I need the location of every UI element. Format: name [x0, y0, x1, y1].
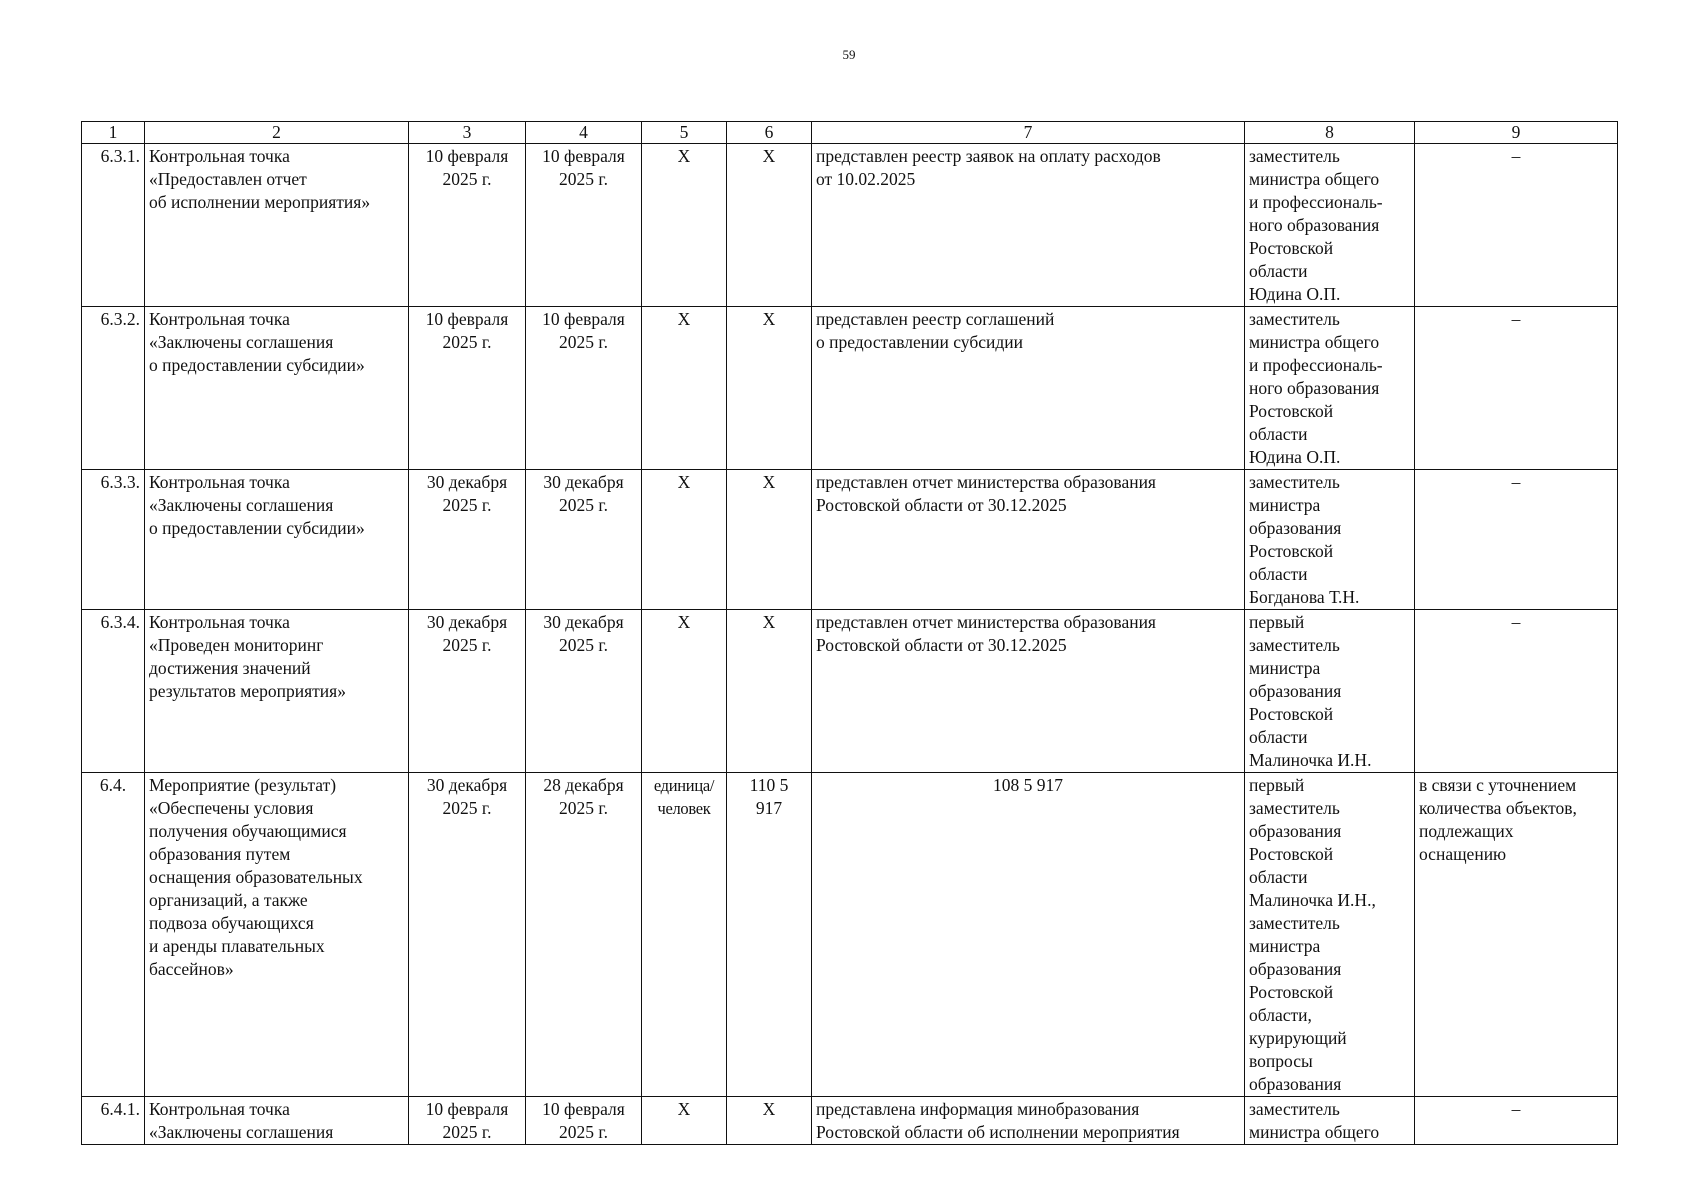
result-cell: представлен отчет министерства образования Ростовской области от 30.12.2025 [812, 470, 1245, 610]
row-number: 6.3.3. [82, 470, 145, 610]
responsible-cell: первый заместитель министра образования Ростовской области Малиночка И.Н. [1245, 610, 1415, 773]
header-cell: 1 [82, 122, 145, 144]
header-cell: 3 [409, 122, 526, 144]
note-cell: – [1415, 470, 1618, 610]
unit-cell: Х [642, 144, 727, 307]
row-name: Мероприятие (результат) «Обеспечены условия получения обучающимися образования путем оснащения образовательных организаций, а также подвоза обучающихся и аренды плавательных бассейнов» [145, 773, 409, 1097]
unit-cell: Х [642, 1097, 727, 1145]
row-number: 6.3.4. [82, 610, 145, 773]
value-cell: Х [727, 1097, 812, 1145]
responsible-cell: заместитель министра общего и профессиональ- ного образования Ростовской области Юдина О.П. [1245, 307, 1415, 470]
table-row [82, 773, 1618, 1097]
responsible-cell: первый заместитель образования Ростовской области Малиночка И.Н., заместитель министра образования Ростовской области, курирующий вопросы образования [1245, 773, 1415, 1097]
header-cell: 8 [1245, 122, 1415, 144]
row-name: Контрольная точка «Проведен мониторинг достижения значений результатов мероприятия» [145, 610, 409, 773]
note-cell: в связи с уточнением количества объектов, подлежащих оснащению [1415, 773, 1618, 1097]
responsible-cell: заместитель министра общего [1245, 1097, 1415, 1145]
result-cell: представлен отчет министерства образования Ростовской области от 30.12.2025 [812, 610, 1245, 773]
table-row [82, 307, 1618, 470]
row-number: 6.3.1. [82, 144, 145, 307]
header-cell: 9 [1415, 122, 1618, 144]
page-number: 59 [842, 47, 856, 62]
result-cell: 108 5 917 [812, 773, 1245, 1097]
row-name: Контрольная точка «Заключены соглашения о предоставлении субсидии» [145, 307, 409, 470]
header-cell: 7 [812, 122, 1245, 144]
note-cell: – [1415, 144, 1618, 307]
planned-date: 10 февраля 2025 г. [409, 1097, 526, 1145]
actual-date: 10 февраля 2025 г. [526, 1097, 642, 1145]
note-cell: – [1415, 1097, 1618, 1145]
value-cell: Х [727, 144, 812, 307]
result-cell: представлена информация минобразования Ростовской области об исполнении мероприятия [812, 1097, 1245, 1145]
planned-date: 10 февраля 2025 г. [409, 307, 526, 470]
planned-date: 30 декабря 2025 г. [409, 610, 526, 773]
unit-cell: Х [642, 307, 727, 470]
actual-date: 30 декабря 2025 г. [526, 610, 642, 773]
value-cell: 110 5 917 [727, 773, 812, 1097]
row-name: Контрольная точка «Заключены соглашения о предоставлении субсидии» [145, 470, 409, 610]
note-cell: – [1415, 307, 1618, 470]
table-row [82, 144, 1618, 307]
row-number: 6.4.1. [82, 1097, 145, 1145]
actual-date: 28 декабря 2025 г. [526, 773, 642, 1097]
value-cell: Х [727, 470, 812, 610]
unit-cell: Х [642, 470, 727, 610]
result-cell: представлен реестр соглашений о предоставлении субсидии [812, 307, 1245, 470]
header-cell: 6 [727, 122, 812, 144]
actual-date: 10 февраля 2025 г. [526, 307, 642, 470]
table-row [82, 1097, 1618, 1145]
result-cell: представлен реестр заявок на оплату расходов от 10.02.2025 [812, 144, 1245, 307]
row-name: Контрольная точка «Предоставлен отчет об исполнении мероприятия» [145, 144, 409, 307]
row-number: 6.3.2. [82, 307, 145, 470]
note-cell: – [1415, 610, 1618, 773]
table-row [82, 470, 1618, 610]
row-number: 6.4. [82, 773, 145, 1097]
header-cell: 2 [145, 122, 409, 144]
responsible-cell: заместитель министра образования Ростовской области Богданова Т.Н. [1245, 470, 1415, 610]
planned-date: 10 февраля 2025 г. [409, 144, 526, 307]
header-row [82, 122, 1618, 144]
planned-date: 30 декабря 2025 г. [409, 773, 526, 1097]
report-table [81, 121, 1618, 1145]
actual-date: 30 декабря 2025 г. [526, 470, 642, 610]
row-name: Контрольная точка «Заключены соглашения [145, 1097, 409, 1145]
value-cell: Х [727, 307, 812, 470]
responsible-cell: заместитель министра общего и профессиональ- ного образования Ростовской области Юдина О.П. [1245, 144, 1415, 307]
header-cell: 4 [526, 122, 642, 144]
unit-cell: единица/ человек [642, 773, 727, 1097]
table-row [82, 610, 1618, 773]
actual-date: 10 февраля 2025 г. [526, 144, 642, 307]
unit-cell: Х [642, 610, 727, 773]
planned-date: 30 декабря 2025 г. [409, 470, 526, 610]
value-cell: Х [727, 610, 812, 773]
header-cell: 5 [642, 122, 727, 144]
